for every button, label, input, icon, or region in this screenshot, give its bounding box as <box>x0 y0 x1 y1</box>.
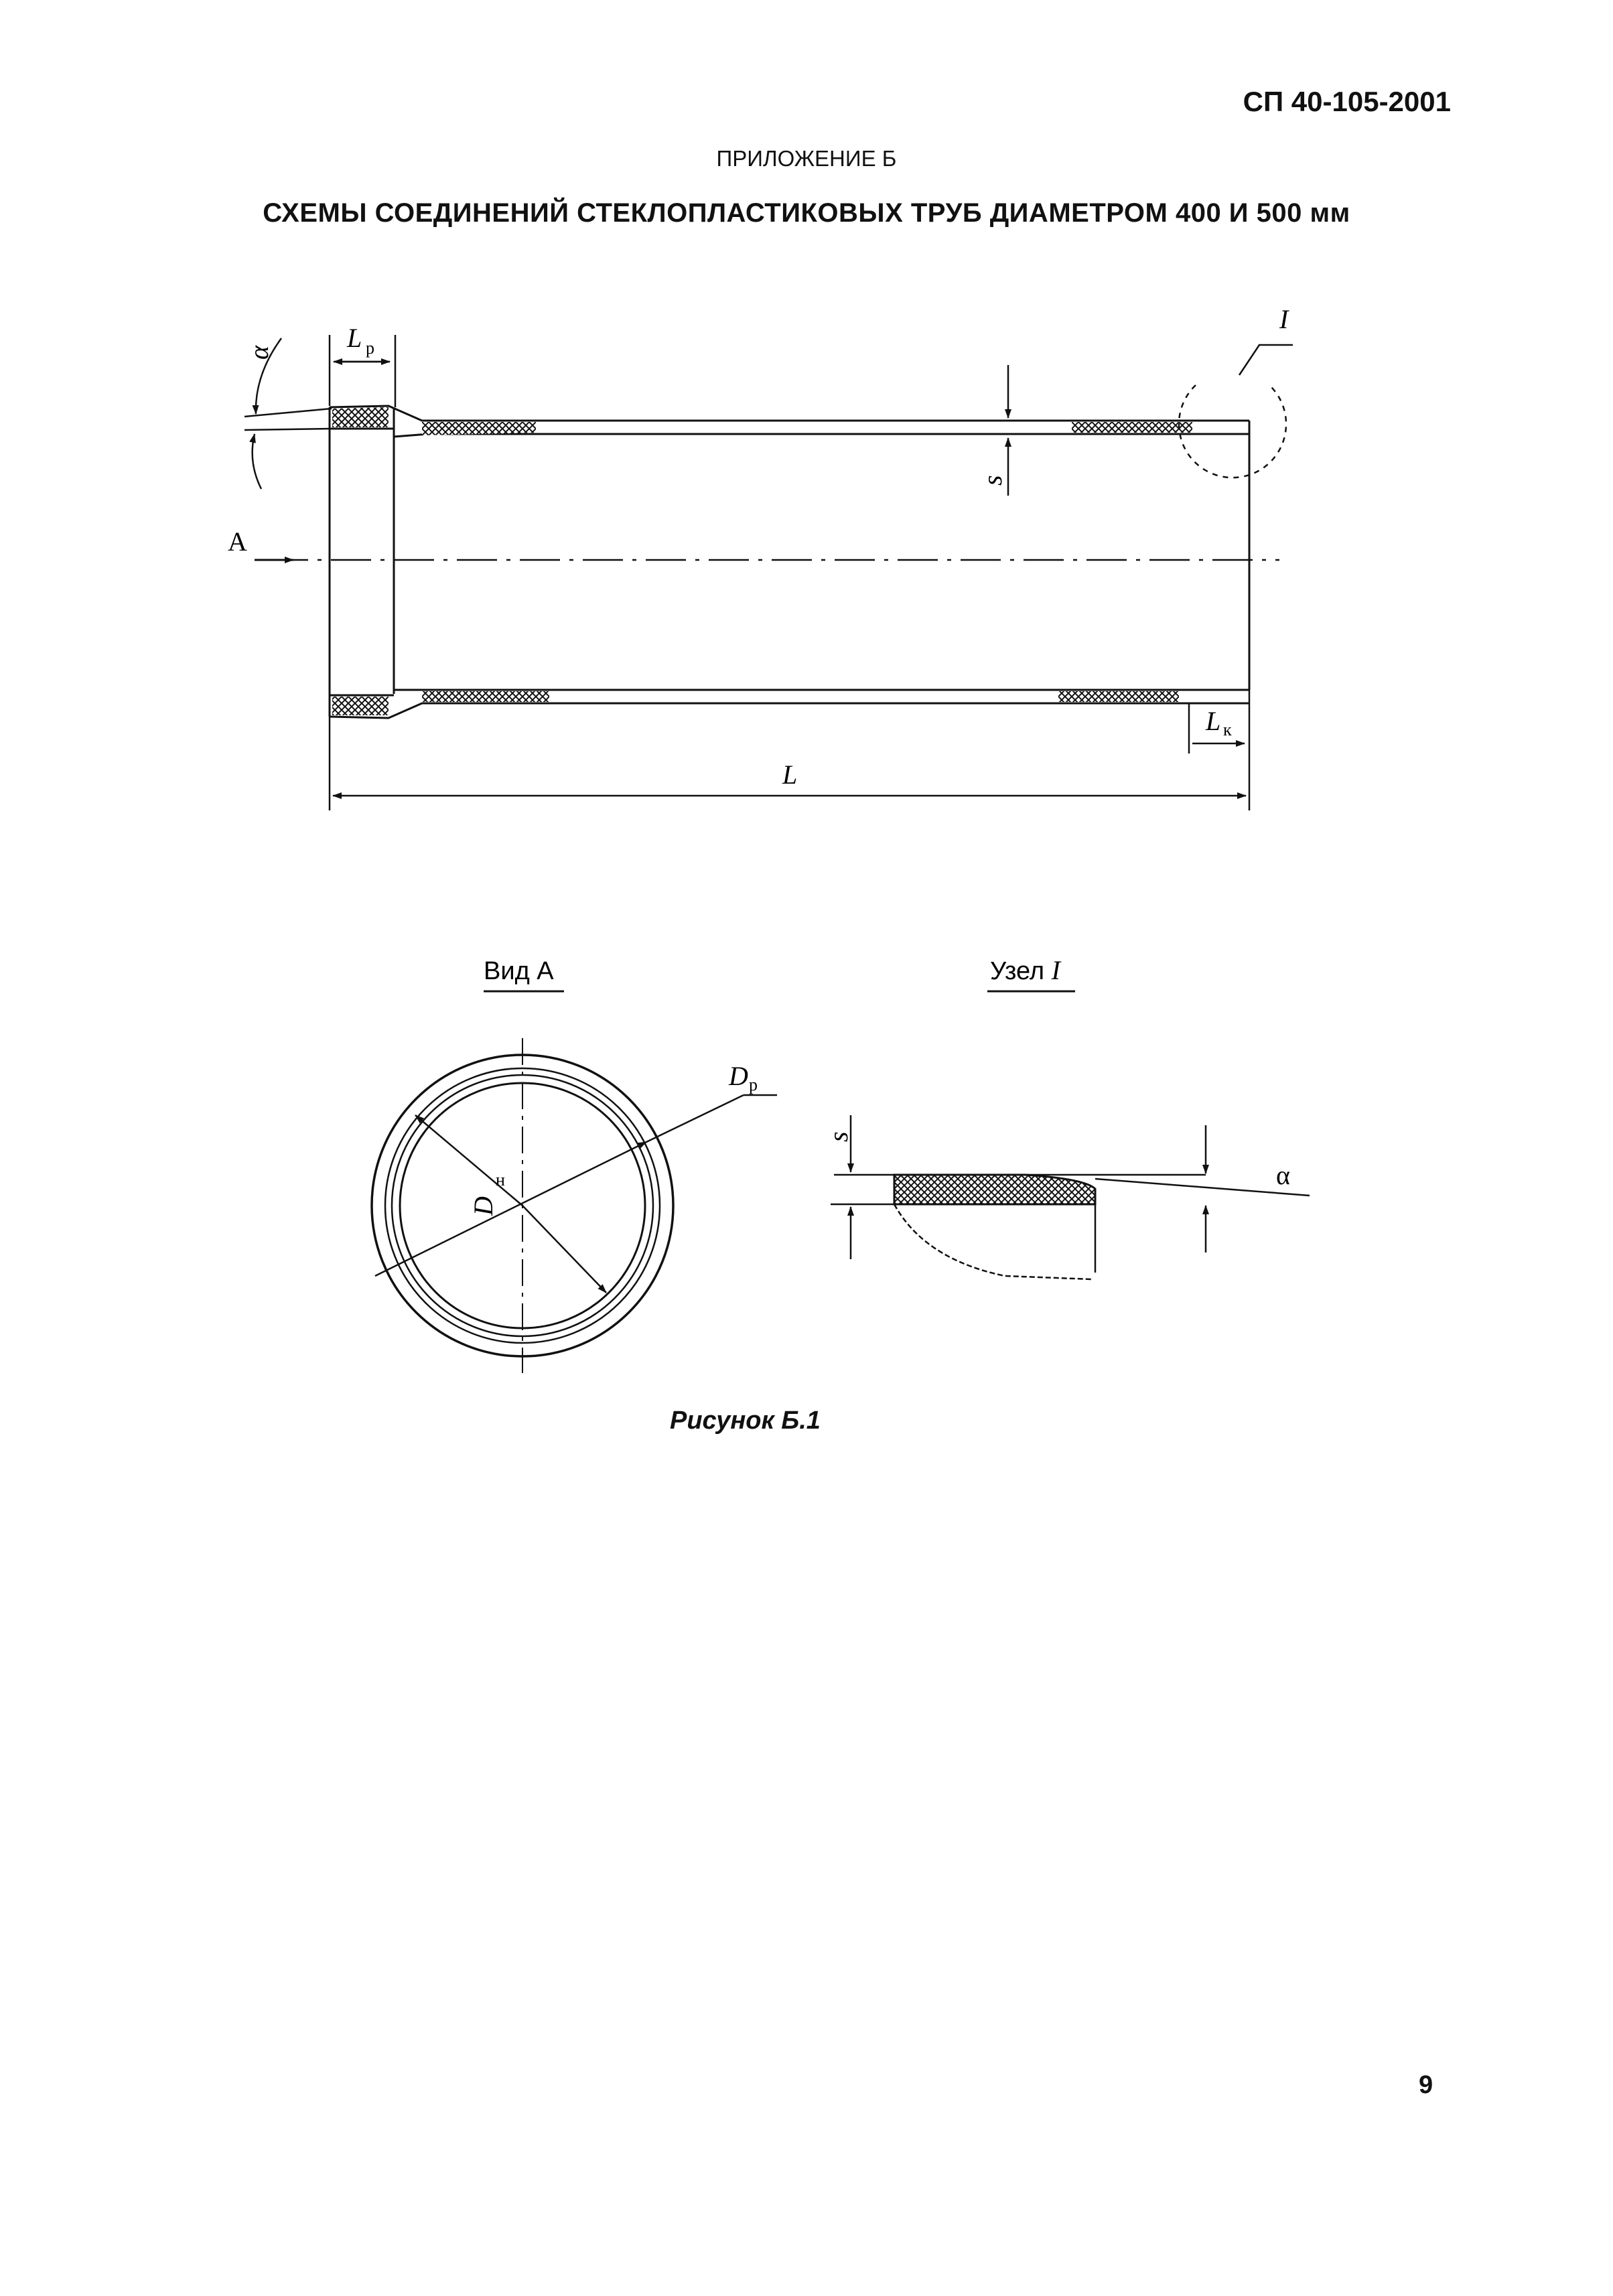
label-dp-sub: р <box>749 1075 758 1094</box>
dimension-l <box>330 690 1249 810</box>
dimension-alpha <box>244 338 332 489</box>
label-node-i: I <box>1279 304 1289 334</box>
label-l: L <box>782 760 798 790</box>
view-a-section <box>372 1038 777 1373</box>
pipe-side-view <box>330 406 1249 718</box>
pipe-wall-hatching <box>332 407 1192 715</box>
node-i-title: Узел I <box>990 955 1060 985</box>
label-dn-sub: н <box>496 1170 505 1190</box>
label-lp: L <box>347 323 362 353</box>
node-i-callout <box>1179 345 1293 478</box>
label-node-s: s <box>823 1131 853 1142</box>
figure-caption: Рисунок Б.1 <box>670 1407 821 1435</box>
dimension-lp <box>330 335 395 407</box>
view-a-title: Вид А <box>484 957 554 985</box>
label-dn: D <box>468 1196 498 1216</box>
label-s: s <box>977 475 1007 486</box>
document-code: СП 40-105-2001 <box>1243 86 1451 117</box>
appendix-heading: ПРИЛОЖЕНИЕ Б <box>716 146 897 171</box>
label-lk: L <box>1206 706 1221 736</box>
node-i-detail <box>831 1115 1310 1279</box>
page-title: СХЕМЫ СОЕДИНЕНИЙ СТЕКЛОПЛАСТИКОВЫХ ТРУБ ДИАМЕТРОМ 400 И 500 мм <box>263 198 1350 228</box>
label-view-a: А <box>228 526 247 557</box>
page-number: 9 <box>1419 2071 1433 2099</box>
label-lk-sub: к <box>1223 720 1232 739</box>
label-alpha: α <box>244 346 274 360</box>
label-lp-sub: р <box>366 338 374 358</box>
label-node-alpha: α <box>1276 1160 1290 1190</box>
label-dp: D <box>729 1061 748 1091</box>
